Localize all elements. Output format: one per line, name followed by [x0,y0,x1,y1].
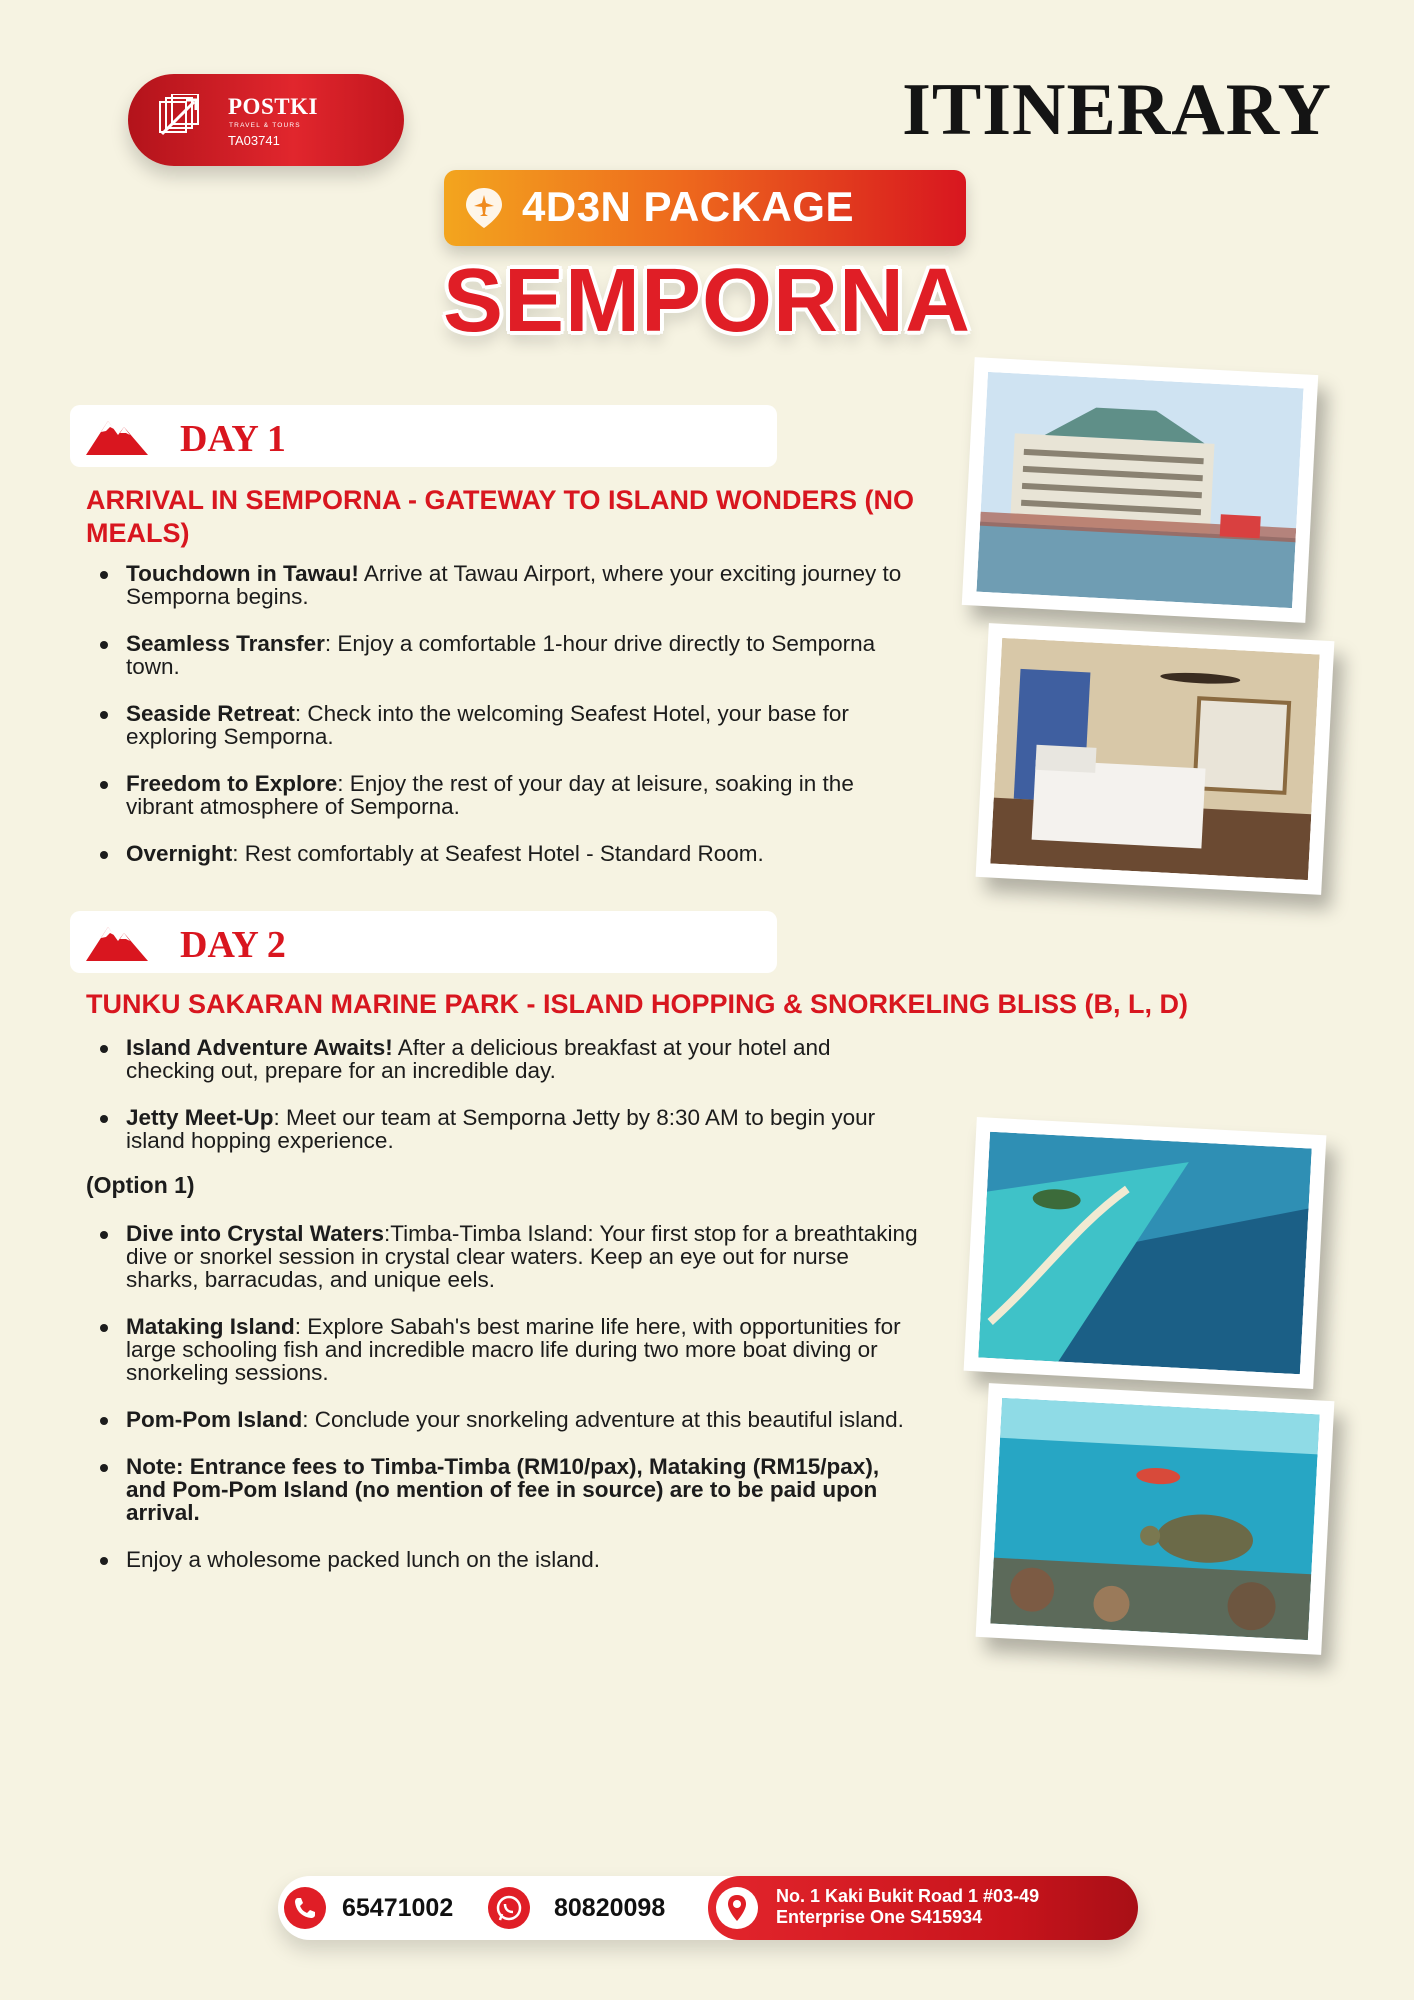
island-aerial-photo [964,1117,1327,1389]
list-item: Pom-Pom Island: Conclude your snorkeling adventure at this beautiful island. [100,1408,920,1431]
address-text [776,1886,1039,1928]
package-badge [444,170,966,246]
snorkeling-turtle-photo [976,1383,1335,1655]
day2-label: DAY 2 [180,924,286,966]
whatsapp-number[interactable]: 80820098 [554,1894,666,1922]
mountain-icon [84,415,150,457]
address-block [708,1876,1138,1940]
option-label: (Option 1) [86,1172,195,1198]
destination-title: SEMPORNA [442,251,972,351]
package-label: 4D3N PACKAGE [522,183,854,230]
logo-tagline: TRAVEL & TOURS [229,122,301,129]
list-item: Island Adventure Awaits! After a delicious breakfast at your hotel and checking out, prepare for an incredible day. [100,1036,910,1082]
list-item: Overnight: Rest comfortably at Seafest Hotel - Standard Room. [100,842,920,865]
list-item: Seaside Retreat: Check into the welcoming Seafest Hotel, your base for exploring Semporna. [100,702,920,748]
location-pin-icon [716,1887,758,1929]
airplane-pin-icon [464,186,504,230]
list-item: Mataking Island: Explore Sabah's best marine life here, with opportunities for large schooling fish and incredible macro life during two more boat diving or snorkeling sessions. [100,1315,920,1384]
day2-list [100,1036,910,1176]
day2-option-list [100,1222,920,1595]
address-line-2: Enterprise One S415934 [776,1907,983,1927]
brand-logo [128,74,404,166]
hotel-exterior-photo [962,357,1319,623]
phone-icon [284,1887,326,1929]
list-item: Freedom to Explore: Enjoy the rest of your day at leisure, soaking in the vibrant atmosphere of Semporna. [100,772,920,818]
mountain-icon [84,921,150,963]
whatsapp-icon [488,1887,530,1929]
list-item: Note: Entrance fees to Timba-Timba (RM10/pax), Mataking (RM15/pax), and Pom-Pom Island (no mention of fee in source) are to be paid upon arrival. [100,1455,920,1524]
phone-number[interactable]: 65471002 [342,1894,454,1922]
day1-heading: ARRIVAL IN SEMPORNA - GATEWAY TO ISLAND WONDERS (NO MEALS) [86,485,915,548]
logo-name: POSTKI [228,94,318,119]
hotel-room-photo [976,623,1335,895]
day1-list [100,562,920,889]
day2-header [70,911,777,973]
address-line-1: No. 1 Kaki Bukit Road 1 #03-49 [776,1886,1040,1906]
day1-header [70,405,777,467]
day1-label: DAY 1 [180,418,286,460]
contact-bar [278,1876,1138,1940]
list-item: Enjoy a wholesome packed lunch on the island. [100,1548,920,1571]
list-item: Seamless Transfer: Enjoy a comfortable 1-hour drive directly to Semporna town. [100,632,920,678]
list-item: Jetty Meet-Up: Meet our team at Semporna Jetty by 8:30 AM to begin your island hopping experience. [100,1106,910,1152]
license-number: TA03741 [228,133,280,148]
logo-mark-icon [158,94,202,138]
day2-heading: TUNKU SAKARAN MARINE PARK - ISLAND HOPPING & SNORKELING BLISS (B, L, D) [86,989,1189,1019]
page-title: ITINERARY [902,69,1332,151]
list-item: Touchdown in Tawau! Arrive at Tawau Airport, where your exciting journey to Semporna begins. [100,562,920,608]
list-item: Dive into Crystal Waters:Timba-Timba Island: Your first stop for a breathtaking dive or snorkel session in crystal clear waters. Keep an eye out for nurse sharks, barracudas, and unique eels. [100,1222,920,1291]
